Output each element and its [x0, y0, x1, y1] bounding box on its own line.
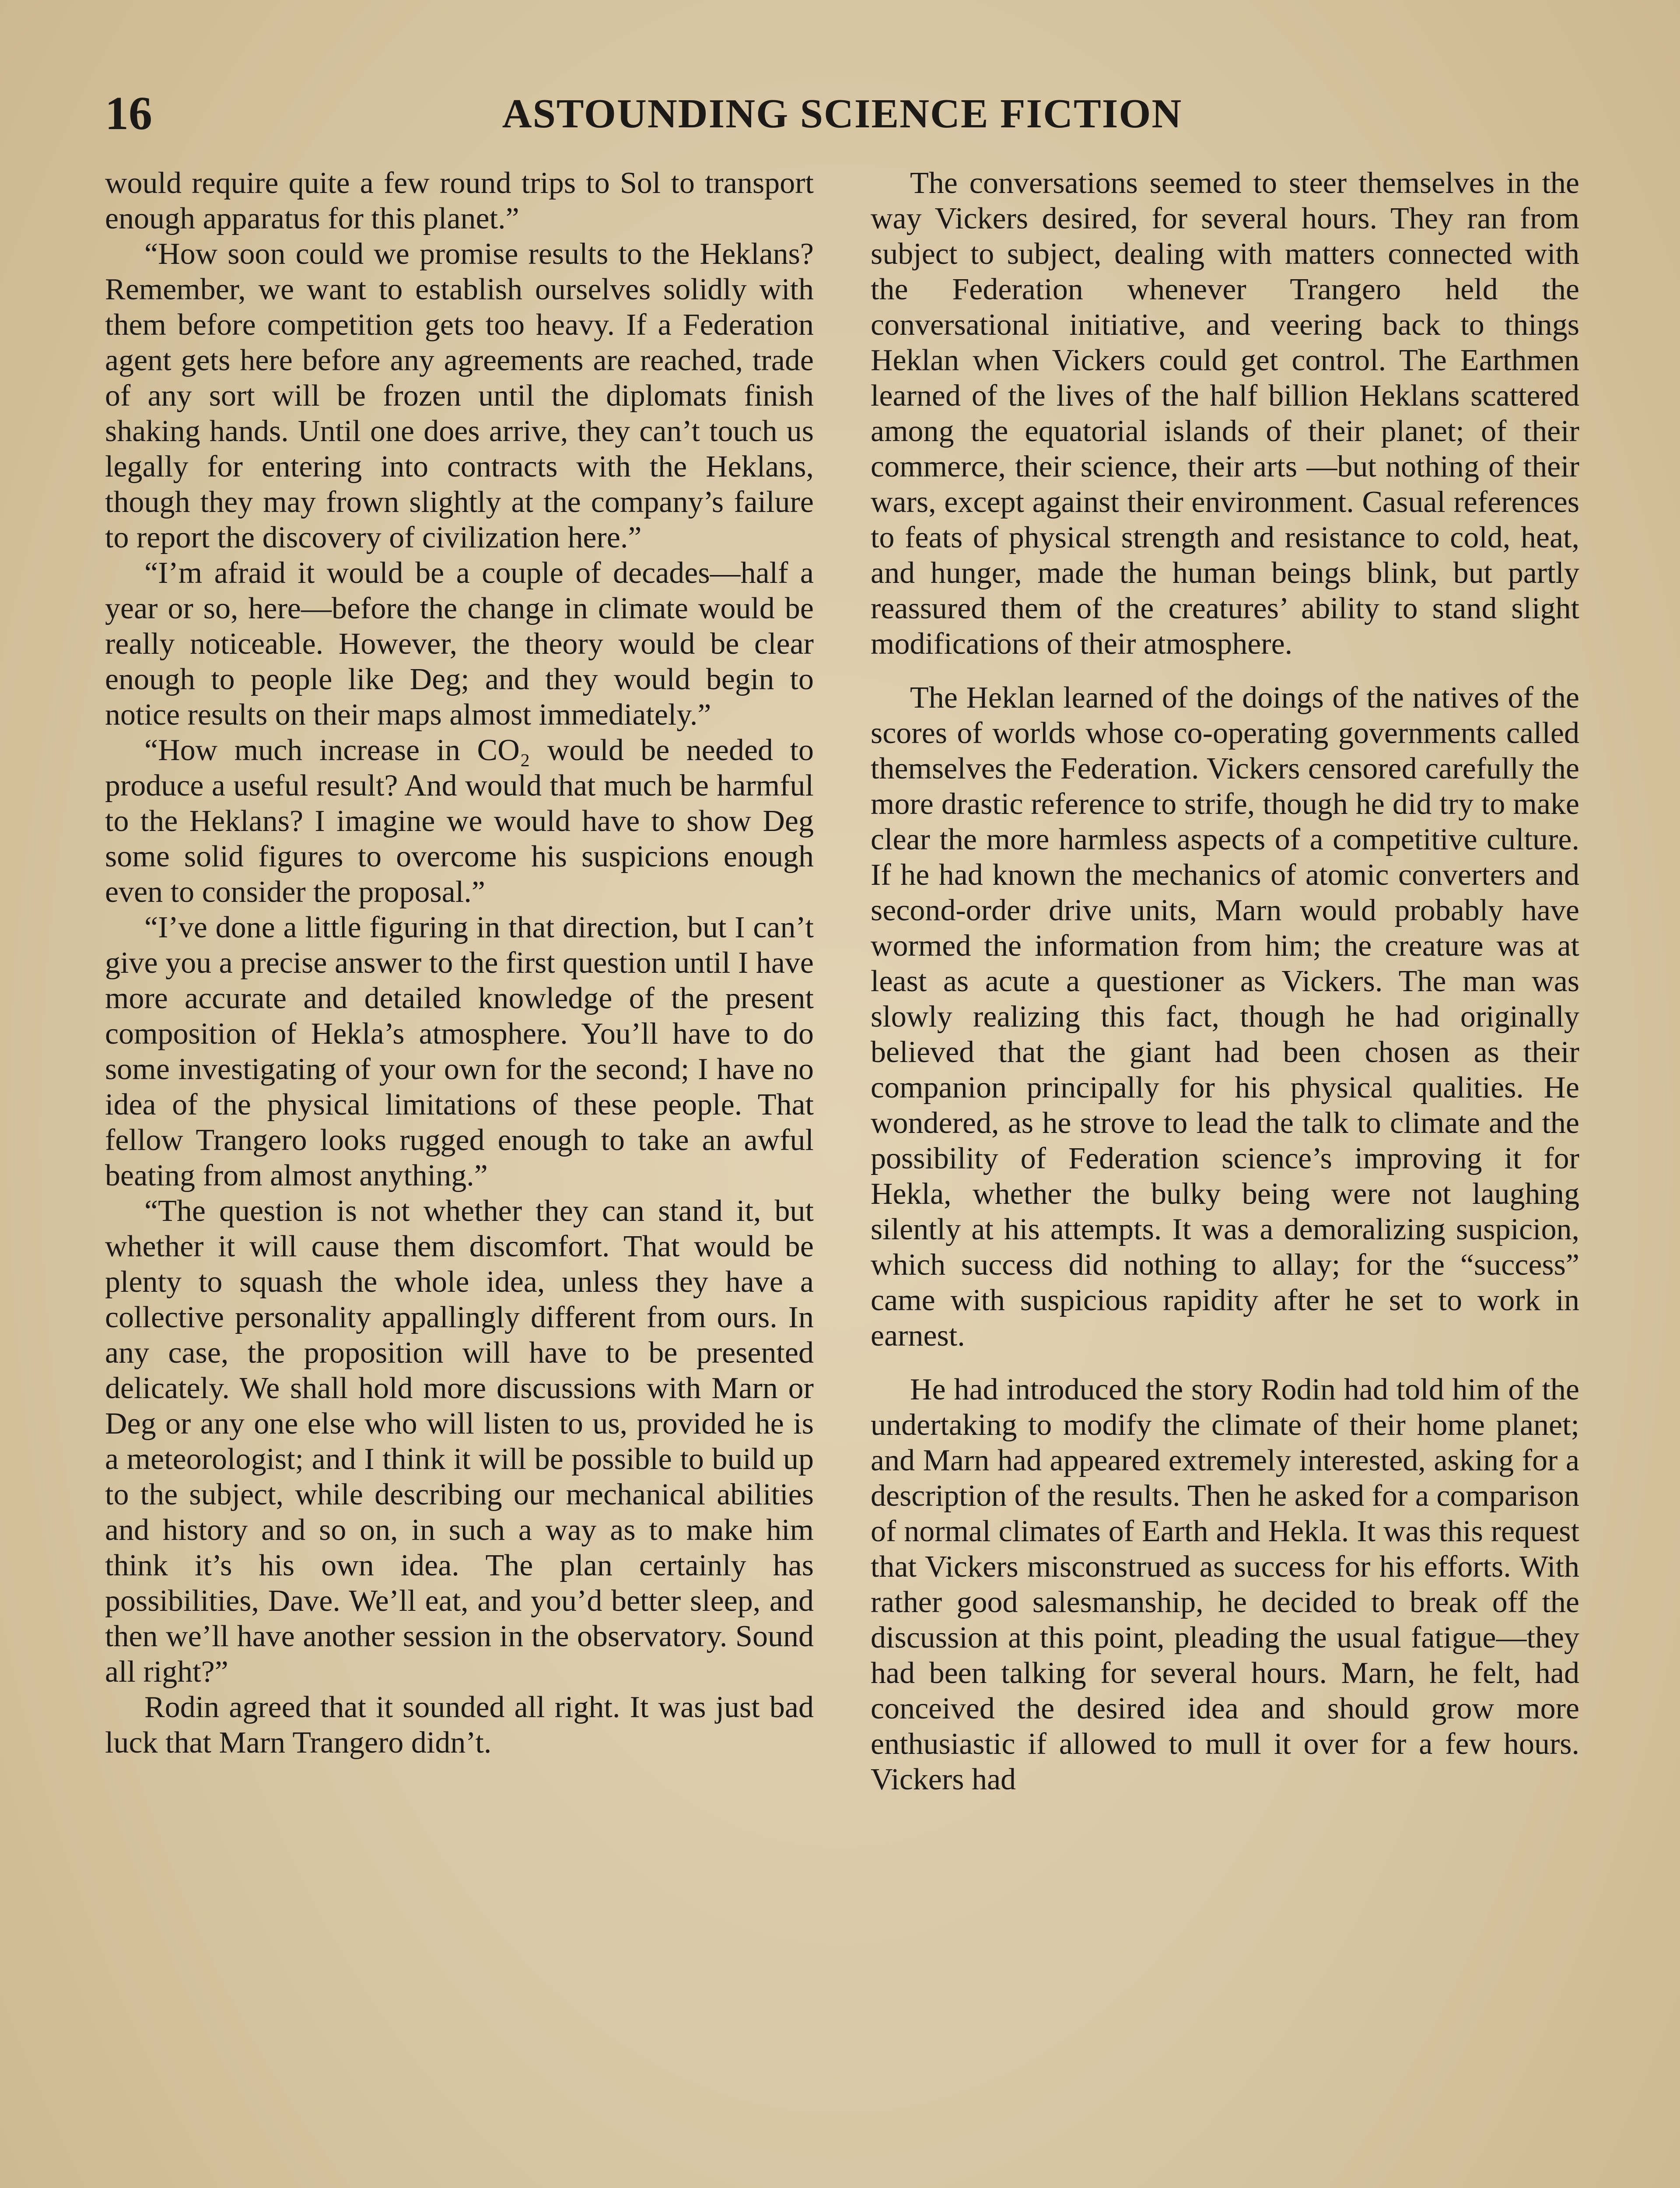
paragraph: “How soon could we promise results to the Heklans? Remember, we want to establish ourselves solidly with them before competition gets too heavy. If a Federation agent gets here before any agreements are reached, trade of any sort will be frozen until the diplomats finish shaking hands. Until one does arrive, they can’t touch us legally for entering into contracts with the Heklans, though they may frown slightly at the company’s failure to report the discovery of civilization here.”: [105, 237, 814, 554]
paragraph: “I’m afraid it would be a couple of decades—half a year or so, here—before the change in climate would be really noticeable. However, the theory would be clear enough to people like Deg; and they would begin to notice results on their maps almost immediately.”: [105, 556, 814, 732]
right-column: [871, 165, 1579, 2188]
paragraph: “I’ve done a little figuring in that direction, but I can’t give you a precise answer to the first question until I have more accurate and detailed knowledge of the present composition of Hekla’s atmosphere. You’ll have to do some investigating of your own for the second; I have no idea of the physical limitations of these people. That fellow Trangero looks rugged enough to take an awful beating from almost anything.”: [105, 911, 814, 1192]
text-columns: [105, 165, 1579, 2188]
running-title: ASTOUNDING SCIENCE FICTION: [502, 91, 1183, 137]
page-number: 16: [105, 88, 152, 140]
paragraph: Rodin agreed that it sounded all right. It was just bad luck that Marn Trangero didn’t.: [105, 1690, 814, 1760]
paragraph: “How much increase in CO₂ would be needed to produce a useful result? And would that much be harmful to the Heklans? I imagine we would have to show Deg some solid figures to overcome his suspicions enough even to consider the proposal.”: [105, 733, 814, 909]
paragraph: He had introduced the story Rodin had told him of the undertaking to modify the climate of their home planet; and Marn had appeared extremely interested, asking for a description of the results. Then he asked for a comparison of normal climates of Earth and Hekla. It was this request that Vickers misconstrued as success for his efforts. With rather good salesmanship, he decided to break off the discussion at this point, pleading the usual fatigue—they had been talking for several hours. Marn, he felt, had conceived the desired idea and should grow more enthusiastic if allowed to mull it over for a few hours. Vickers had: [871, 1373, 1579, 1796]
left-column: [105, 165, 814, 2188]
paragraph: would require quite a few round trips to Sol to transport enough apparatus for this planet.”: [105, 166, 814, 235]
paragraph: “The question is not whether they can stand it, but whether it will cause them discomfort. That would be plenty to squash the whole idea, unless they have a collective personality appallingly different from ours. In any case, the proposition will have to be presented delicately. We shall hold more discussions with Marn or Deg or any one else who will listen to us, provided he is a meteorologist; and I think it will be possible to build up to the subject, while describing our mechanical abilities and history and so on, in such a way as to make him think it’s his own idea. The plan certainly has possibilities, Dave. We’ll eat, and you’d better sleep, and then we’ll have another session in the observatory. Sound all right?”: [105, 1194, 814, 1689]
paragraph: The Heklan learned of the doings of the natives of the scores of worlds whose co-operating governments called themselves the Federation. Vickers censored carefully the more drastic reference to strife, though he did try to make clear the more harmless aspects of a competitive culture. If he had known the mechanics of atomic converters and second-order drive units, Marn would probably have wormed the information from him; the creature was at least as acute a questioner as Vickers. The man was slowly realizing this fact, though he had originally believed that the giant had been chosen as their companion principally for his physical qualities. He wondered, as he strove to lead the talk to climate and the possibility of Federation science’s improving it for Hekla, whether the bulky being were not laughing silently at his attempts. It was a demoralizing suspicion, which success did nothing to allay; for the “success” came with suspicious rapidity after he set to work in earnest.: [871, 681, 1579, 1353]
paragraph: The conversations seemed to steer themselves in the way Vickers desired, for several hours. They ran from subject to subject, dealing with matters connected with the Federation whenever Trangero held the conversational initiative, and veering back to things Heklan when Vickers could get control. The Earthmen learned of the lives of the half billion Heklans scattered among the equatorial islands of their planet; of their commerce, their science, their arts —but nothing of their wars, except against their environment. Casual references to feats of physical strength and resistance to cold, heat, and hunger, made the human beings blink, but partly reassured them of the creatures’ ability to stand slight modifications of their atmosphere.: [871, 166, 1579, 661]
page-header: [105, 83, 1579, 144]
